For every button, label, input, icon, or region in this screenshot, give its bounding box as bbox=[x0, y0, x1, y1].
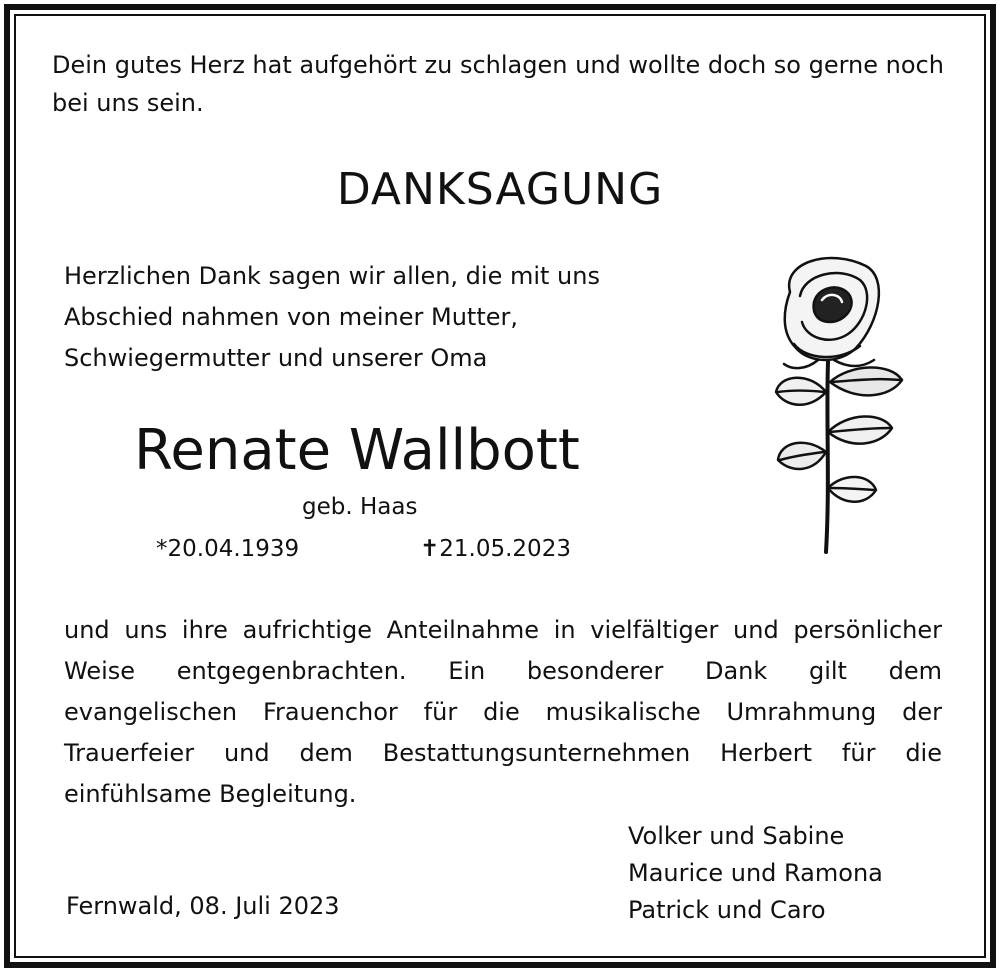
signer-line: Volker und Sabine bbox=[628, 822, 845, 850]
motto-text: Dein gutes Herz hat aufgehört zu schlagen und wollte doch so gerne noch bei uns sein. bbox=[52, 51, 944, 117]
birth-date: *20.04.1939 bbox=[156, 536, 300, 562]
intro-line: Abschied nahmen von meiner Mutter, bbox=[64, 303, 518, 331]
death-date: ✝21.05.2023 bbox=[420, 536, 571, 562]
intro-text bbox=[64, 256, 600, 379]
body-line: Weise entgegenbrachten. Ein besonderer Dank gilt dem bbox=[64, 657, 942, 685]
signer-line: Maurice und Ramona bbox=[628, 859, 883, 887]
place-date: Fernwald, 08. Juli 2023 bbox=[66, 892, 340, 920]
body-text bbox=[64, 610, 942, 815]
signers-list bbox=[628, 818, 883, 929]
body-line: evangelischen Frauenchor für die musikalische Umrahmung der bbox=[64, 698, 942, 726]
signer-line: Patrick und Caro bbox=[628, 896, 826, 924]
heading: DANKSAGUNG bbox=[336, 164, 664, 215]
body-line: einfühlsame Begleitung. bbox=[64, 780, 357, 808]
intro-line: Herzlichen Dank sagen wir allen, die mit uns bbox=[64, 262, 600, 290]
deceased-name: Renate Wallbott bbox=[134, 418, 580, 483]
intro-line: Schwiegermutter und unserer Oma bbox=[64, 344, 488, 372]
born-name: geb. Haas bbox=[302, 494, 418, 520]
body-line: und uns ihre aufrichtige Anteilnahme in vielfältiger und persönlicher bbox=[64, 616, 942, 644]
rose-icon bbox=[770, 252, 910, 562]
body-line: Trauerfeier und dem Bestattungsunternehmen Herbert für die bbox=[64, 739, 942, 767]
